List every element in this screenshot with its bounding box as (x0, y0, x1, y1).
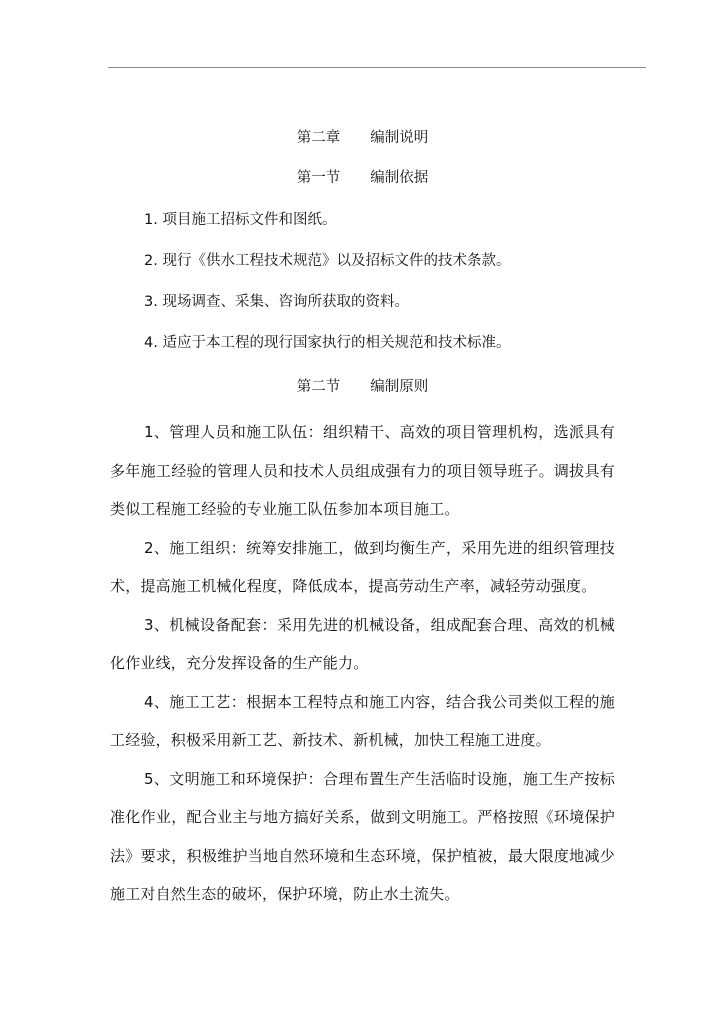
list-item: 1. 项目施工招标文件和图纸。 (144, 212, 337, 228)
list-item: 3. 现场调查、采集、咨询所获取的资料。 (144, 294, 409, 310)
paragraph: 5、文明施工和环境保护：合理布置生产生活临时设施，施工生产按标准化作业，配合业主与地方搞好关系，做到文明施工。严格按照《环境保护法》要求，积极维护当地自然环境和生态环境，保护植被，最大限度地减少施工对自然生态的破坏，保护环境，防止水土流失。 (110, 769, 615, 903)
section-heading-principles (110, 377, 615, 397)
section-number: 第一节 (296, 170, 341, 186)
section-title: 编制依据 (370, 170, 429, 186)
basis-list (110, 210, 615, 353)
paragraph: 2、施工组织：统筹安排施工，做到均衡生产，采用先进的组织管理技术，提高施工机械化程度，降低成本，提高劳动生产率，减轻劳动强度。 (110, 538, 615, 595)
section-number: 第二节 (296, 379, 341, 395)
paragraph: 4、施工工艺：根据本工程特点和施工内容，结合我公司类似工程的施工经验，积极采用新工艺、新技术、新机械，加快工程施工进度。 (110, 692, 615, 749)
document-body (110, 120, 615, 914)
section-title: 编制原则 (370, 379, 429, 395)
section-heading-basis (110, 168, 615, 188)
principles-list (110, 413, 615, 914)
header-rule (108, 67, 646, 68)
chapter-number: 第二章 (296, 130, 341, 146)
list-item: 4. 适应于本工程的现行国家执行的相关规范和技术标准。 (144, 335, 511, 351)
chapter-heading (110, 128, 615, 148)
list-item: 2. 现行《供水工程技术规范》以及招标文件的技术条款。 (144, 253, 511, 269)
chapter-title: 编制说明 (370, 130, 429, 146)
paragraph: 3、机械设备配套：采用先进的机械设备，组成配套合理、高效的机械化作业线，充分发挥设备的生产能力。 (110, 615, 615, 672)
paragraph: 1、管理人员和施工队伍：组织精干、高效的项目管理机构，选派具有多年施工经验的管理人员和技术人员组成强有力的项目领导班子。调拔具有类似工程施工经验的专业施工队伍参加本项目施工。 (110, 423, 615, 518)
